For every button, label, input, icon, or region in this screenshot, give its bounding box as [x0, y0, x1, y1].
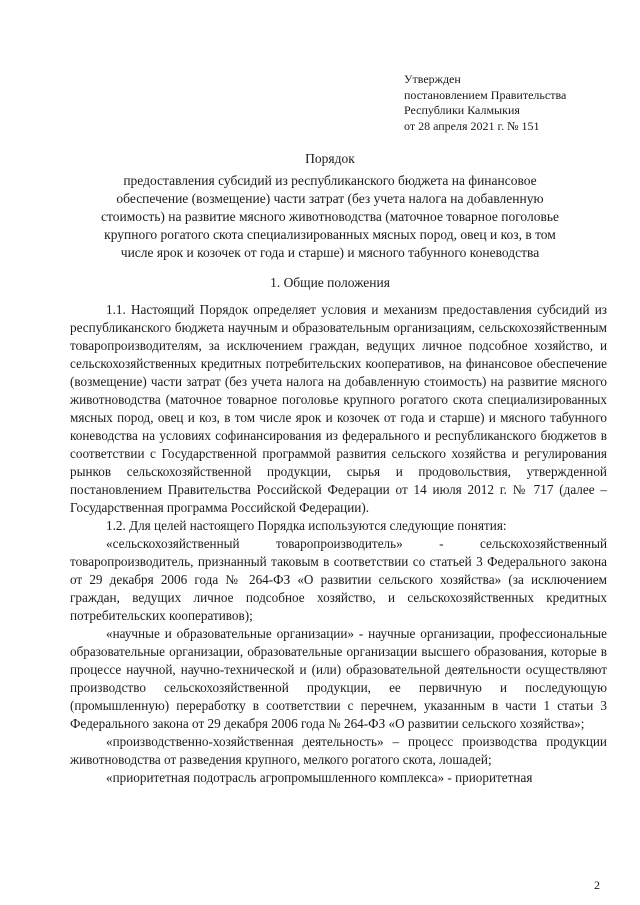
section-heading: 1. Общие положения — [270, 275, 390, 290]
page-number: 2 — [594, 878, 600, 892]
definition-scientific-organizations: «научные и образовательные организации» - научные организации, профессиональные образовательные организации, образовательные организации высшего образования, которые в процессе научной, научно-технической и (или) образовательной деятельности осуществляют производство сельскохозяйственной продукции, ее первичную и последующую (промышленную) переработку в соответствии с перечнем, указанным в части 1 статьи 3 Федерального закона от 29 декабря 2006 года № 264-ФЗ «О развитии сельского хозяйства»; — [70, 626, 607, 731]
definition-priority-subsector: «приоритетная подотрасль агропромышленного комплекса» - приоритетная — [106, 770, 533, 785]
document-body — [70, 301, 607, 792]
definition-producer: «сельскохозяйственный товаропроизводитель» - сельскохозяйственный товаропроизводитель, признанный таковым в соответствии со статьей 3 Федерального закона от 29 декабря 2006 года № 264-ФЗ «О развитии сельского хозяйства» (за исключением граждан, ведущих личное подсобное хозяйство, и сельскохозяйственных кредитных потребительских кооперативов); — [70, 536, 607, 623]
paragraph-1-2: 1.2. Для целей настоящего Порядка используются следующие понятия: — [106, 518, 507, 533]
document-title — [60, 150, 600, 262]
approval-line: Республики Калмыкия — [404, 103, 520, 117]
title-line: обеспечение (возмещение) части затрат (без учета налога на добавленную — [116, 191, 544, 206]
definition-production-activity: «производственно-хозяйственная деятельность» – процесс производства продукции животноводства от разведения крупного, мелкого рогатого скота, лошадей; — [70, 734, 607, 767]
approval-date: от 28 апреля 2021 г. № 151 — [404, 118, 540, 133]
title-line: крупного рогатого скота специализированных мясных пород, овец и коз, в том — [104, 227, 556, 242]
title-line: числе ярок и козочек от года и старше) и мясного табунного коневодства — [120, 245, 540, 260]
approval-line: Утвержден — [404, 72, 461, 86]
approval-line: постановлением Правительства — [404, 87, 567, 102]
title-line: стоимость) на развитие мясного животноводства (маточное товарное поголовье — [101, 209, 559, 224]
paragraph-1-1: 1.1. Настоящий Порядок определяет условия и механизм предоставления субсидий из республиканского бюджета научным и образовательным организациям, сельскохозяйственным товаропроизводителям, за исключением граждан, ведущих личное подсобное хозяйство, и сельскохозяйственных кредитных потребительских кооперативов, на финансовое обеспечение (возмещение) части затрат (без учета налога на добавленную стоимость) на развитие мясного животноводства (маточное товарное поголовье крупного рогатого скота специализированных мясных пород, овец и коз, в том числе ярок и козочек от года и старше) и мясного табунного коневодства на условиях софинансирования из федерального и республиканского бюджетов в соответствии с Государственной программой развития сельского хозяйства и регулирования рынков сельскохозяйственной продукции, сырья и продовольствия, утвержденной постановлением Правительства Российской Федерации от 14 июля 2012 г. № 717 (далее – Государственная программа Российской Федерации). — [70, 302, 607, 515]
title-heading: Порядок — [305, 151, 355, 166]
title-line: предоставления субсидий из республиканского бюджета на финансовое — [123, 173, 537, 188]
approval-stamp — [404, 72, 604, 134]
